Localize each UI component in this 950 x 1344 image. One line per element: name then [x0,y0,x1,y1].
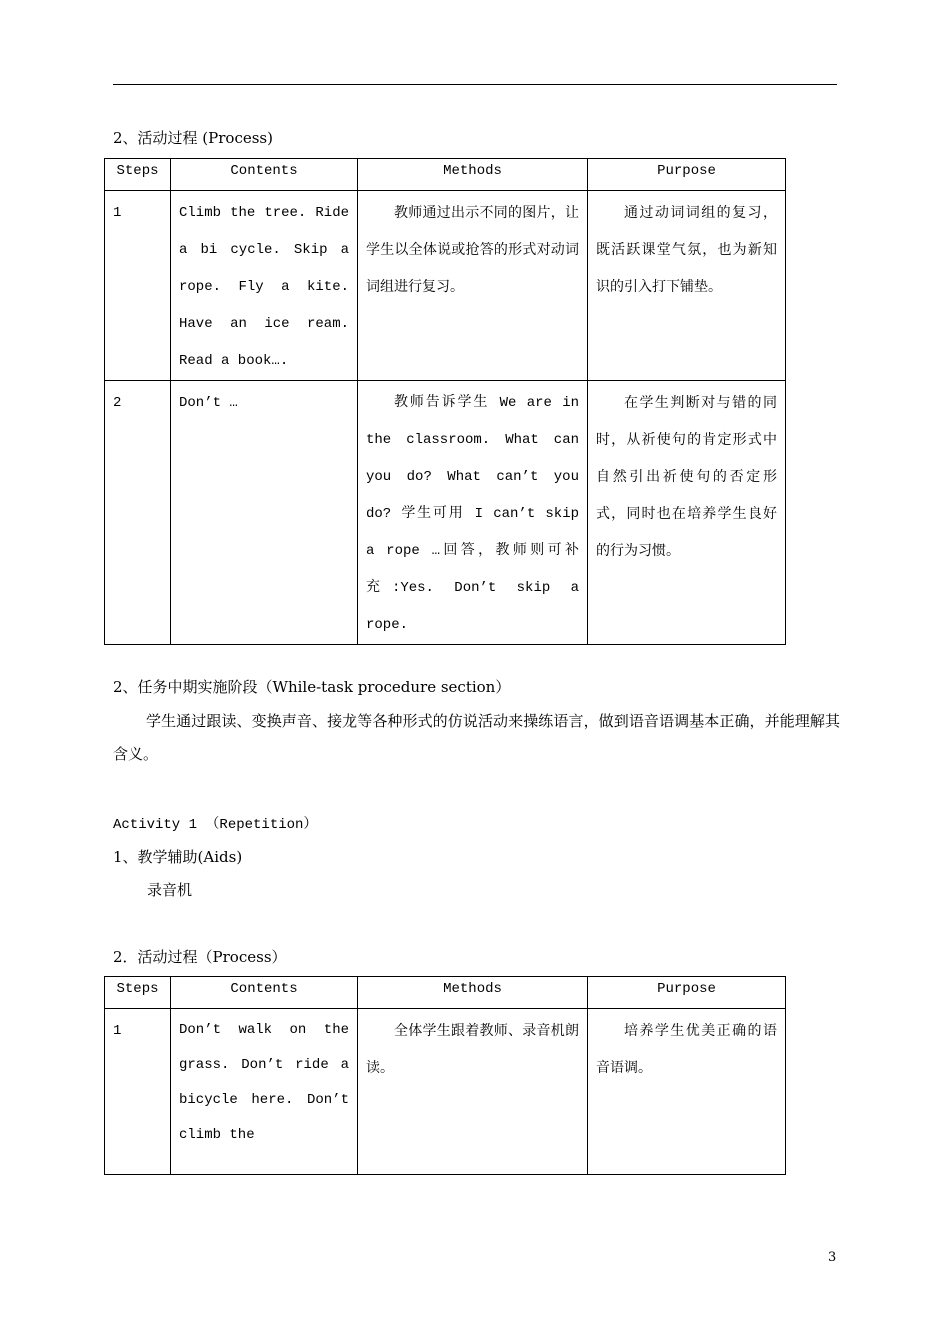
methods-cell: 教师通过出示不同的图片，让学生以全体说或抢答的形式对动词词组进行复习。 [366,205,579,295]
purpose-cell: 通过动词词组的复习，既活跃课堂气氛，也为新知识的引入打下铺垫。 [596,205,777,295]
header-methods: Methods [358,159,588,191]
table-header-row [105,977,786,1009]
header-methods: Methods [358,977,588,1009]
header-contents: Contents [171,977,358,1009]
header-purpose: Purpose [588,977,786,1009]
process-heading: 2、活动过程 (Process) [113,129,273,147]
header-purpose: Purpose [588,159,786,191]
purpose-cell: 在学生判断对与错的同时，从祈使句的肯定形式中自然引出祈使句的否定形式，同时也在培养学生良好的行为习惯。 [596,395,777,559]
header-contents: Contents [171,159,358,191]
while-task-heading: 2、任务中期实施阶段（While-task procedure section） [113,678,511,696]
contents-cell: Don’t walk on the grass. Don’t ride a bicycle here. Don’t climb the [179,1022,349,1143]
process-heading-2: 2．活动过程（Process） [113,948,287,966]
contents-cell: Climb the tree. Ride a bi cycle. Skip a rope. Fly a kite. Have an ice ream. Read a book…. [179,205,349,369]
aids-item: 录音机 [147,881,193,899]
process-table-2 [104,976,786,1175]
table-row [105,191,786,381]
methods-cell: 教师告诉学生 We are in the classroom. What can you do? What can’t you do? 学生可用 I can’t skip a rope …回答，教师则可补充:Yes. Don’t skip a rope. [366,395,579,633]
table-row [105,381,786,645]
purpose-cell: 培养学生优美正确的语音语调。 [596,1023,777,1076]
page-number: 3 [828,1250,837,1265]
step-number: 1 [113,1023,122,1039]
activity-title: Activity 1 （Repetition） [113,817,318,833]
aids-heading: 1、教学辅助(Aids) [113,848,243,866]
table-row [105,1009,786,1175]
process-table [104,158,786,645]
table-header-row [105,159,786,191]
step-number: 2 [113,395,122,411]
step-number: 1 [113,205,122,221]
methods-cell: 全体学生跟着教师、录音机朗读。 [366,1023,579,1076]
contents-cell: Don’t … [179,395,238,411]
while-task-paragraph: 学生通过跟读、变换声音、接龙等各种形式的仿说活动来操练语言，做到语音语调基本正确，并能理解其含义。 [113,712,840,763]
header-steps: Steps [105,977,171,1009]
header-rule [113,84,837,85]
header-steps: Steps [105,159,171,191]
